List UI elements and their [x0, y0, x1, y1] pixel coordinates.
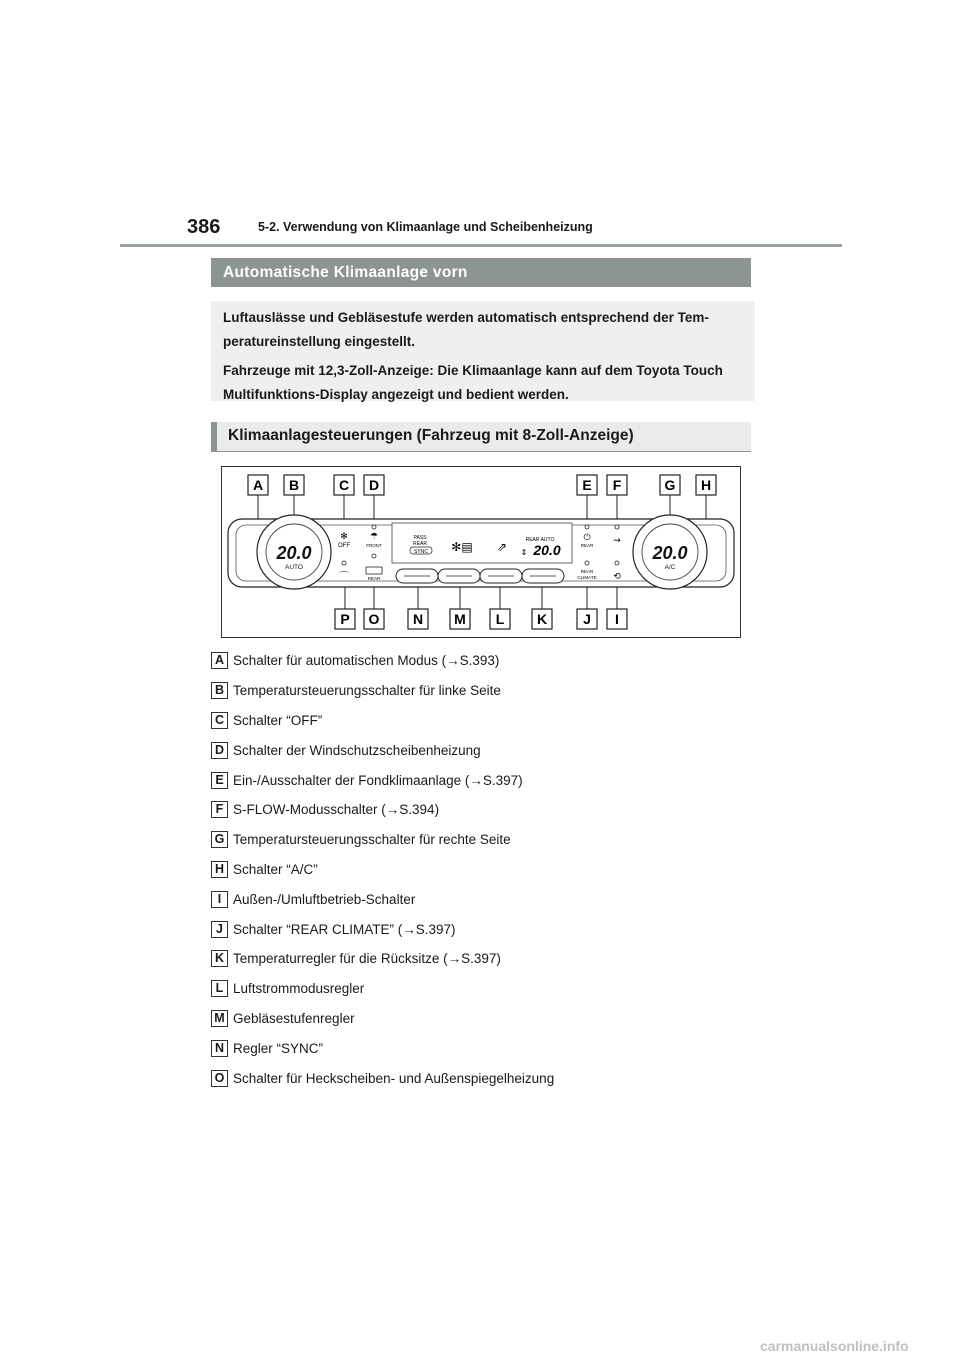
callout-g: G — [664, 477, 676, 493]
legend-text: Gebläsestufenregler — [233, 1010, 355, 1026]
legend-text: Temperaturregler für die Rücksitze (→S.397) — [233, 951, 501, 967]
front-label: FRONT — [366, 543, 382, 548]
legend-letter-box: C — [211, 712, 228, 729]
left-auto-label: AUTO — [285, 564, 303, 571]
callout-l: L — [495, 611, 505, 627]
legend-letter-box: E — [211, 772, 228, 789]
legend-text: Temperatursteuerungsschalter für rechte Seite — [233, 832, 511, 848]
left-temp-readout: 20.0 — [276, 543, 312, 563]
footer-watermark: carmanualsonline.info — [760, 1338, 909, 1354]
rear-button-label: REAR — [580, 543, 594, 548]
right-temp-readout: 20.0 — [652, 543, 688, 563]
legend-text: Schalter für Heckscheiben- und Außenspiegelheizung — [233, 1070, 555, 1086]
windshield-defrost-icon: ☂ — [369, 531, 379, 541]
legend-letter-box: J — [211, 921, 228, 938]
legend-item — [211, 1063, 771, 1093]
rear-auto-label: REAR AUTO — [525, 537, 555, 543]
legend-letter-box: H — [211, 861, 228, 878]
legend-letter-box: G — [211, 831, 228, 848]
legend-item — [211, 706, 771, 736]
fan-speed-icon: ✻▤ — [451, 540, 473, 554]
callout-p: P — [340, 611, 350, 627]
callout-m: M — [454, 611, 466, 627]
legend-text: S-FLOW-Modusschalter (→S.394) — [233, 802, 440, 818]
legend-letter-box: D — [211, 742, 228, 759]
legend-item — [211, 944, 771, 974]
legend-letter-box: M — [211, 1010, 228, 1027]
legend-letter-box: A — [211, 652, 228, 669]
legend-text: Schalter “REAR CLIMATE” (→S.397) — [233, 921, 456, 937]
intro-paragraph-2: Fahrzeuge mit 12,3-Zoll-Anzeige: Die Klimaanlage kann auf dem Toyota Touch Multifunktions-Display angezeigt und bedient werden. — [223, 363, 723, 402]
legend-text: Temperatursteuerungsschalter für linke Seite — [233, 683, 501, 699]
intro-paragraph-1: Luftauslässe und Gebläsestufe werden automatisch entsprechend der Tem-peratureinstellung eingestellt. — [223, 310, 709, 349]
pass-label: PASS — [413, 535, 427, 541]
rear-label: REAR — [413, 541, 427, 547]
callout-h: H — [700, 477, 712, 493]
right-ac-label: A/C — [664, 564, 676, 571]
callout-k: K — [536, 611, 548, 627]
legend-letter-box: K — [211, 950, 228, 967]
s-flow-icon: ⇝ — [613, 535, 621, 545]
legend-item — [211, 676, 771, 706]
legend-letter-box: F — [211, 801, 228, 818]
recirculation-icon: ⟲ — [613, 571, 621, 581]
callout-f: F — [612, 477, 622, 493]
callout-n: N — [412, 611, 424, 627]
legend-item — [211, 646, 771, 676]
off-label: OFF — [338, 543, 350, 549]
legend-text: Luftstrommodusregler — [233, 981, 365, 997]
legend-item — [211, 735, 771, 765]
callout-e: E — [582, 477, 592, 493]
callouts-top — [248, 475, 716, 495]
center-temp-readout: 20.0 — [533, 542, 561, 558]
legend-text: Außen-/Umluftbetrieb-Schalter — [233, 891, 416, 907]
legend-item — [211, 765, 771, 795]
legend-text: Ein-/Ausschalter der Fondklimaanlage (→S.397) — [233, 772, 523, 788]
climate-control-figure — [221, 466, 741, 638]
callout-d: D — [368, 477, 380, 493]
legend-text: Schalter für automatischen Modus (→S.393) — [233, 653, 500, 669]
fan-off-icon: ✻ — [340, 531, 348, 541]
legend-item — [211, 884, 771, 914]
rear-climate-label-2: CLIMATE — [577, 575, 597, 580]
legend-item — [211, 914, 771, 944]
page-number: 386 — [187, 216, 221, 238]
legend-letter-box: I — [211, 891, 228, 908]
intro-box — [211, 301, 755, 401]
legend-letter-box: N — [211, 1040, 228, 1057]
legend-item — [211, 1033, 771, 1063]
power-icon: ⏻ — [583, 532, 591, 542]
legend-text: Schalter “A/C” — [233, 861, 318, 877]
callout-c: C — [338, 477, 350, 493]
callout-j: J — [583, 611, 591, 627]
legend-text: Schalter der Windschutzscheibenheizung — [233, 742, 481, 758]
callout-b: B — [288, 477, 300, 493]
callout-a: A — [252, 477, 264, 493]
legend-letter-box: O — [211, 1070, 228, 1087]
legend-list — [211, 646, 771, 1093]
rear-label-small: REAR — [367, 576, 381, 581]
subsection-title: Klimaanlagesteuerungen (Fahrzeug mit 8-Zoll-Anzeige) — [211, 422, 751, 452]
section-title: Automatische Klimaanlage vorn — [211, 258, 751, 287]
legend-text: Regler “SYNC” — [233, 1040, 324, 1056]
legend-item — [211, 795, 771, 825]
legend-text: Schalter “OFF” — [233, 712, 323, 728]
legend-item — [211, 825, 771, 855]
header-rule — [120, 244, 842, 247]
legend-item — [211, 1004, 771, 1034]
callout-i: I — [615, 611, 619, 627]
recirc-icon: ⌒ — [339, 571, 349, 581]
legend-letter-box: L — [211, 980, 228, 997]
callout-o: O — [368, 611, 380, 627]
legend-item — [211, 855, 771, 885]
airflow-mode-icon: ⇗ — [496, 540, 508, 554]
rear-temp-arrows-icon: ⇕ — [520, 548, 528, 557]
callouts-bottom — [335, 609, 627, 629]
running-head: 5-2. Verwendung von Klimaanlage und Scheibenheizung — [258, 220, 593, 234]
rear-climate-label-1: REAR — [580, 569, 594, 574]
sync-label: SYNC — [414, 549, 428, 555]
legend-letter-box: B — [211, 682, 228, 699]
legend-item — [211, 974, 771, 1004]
